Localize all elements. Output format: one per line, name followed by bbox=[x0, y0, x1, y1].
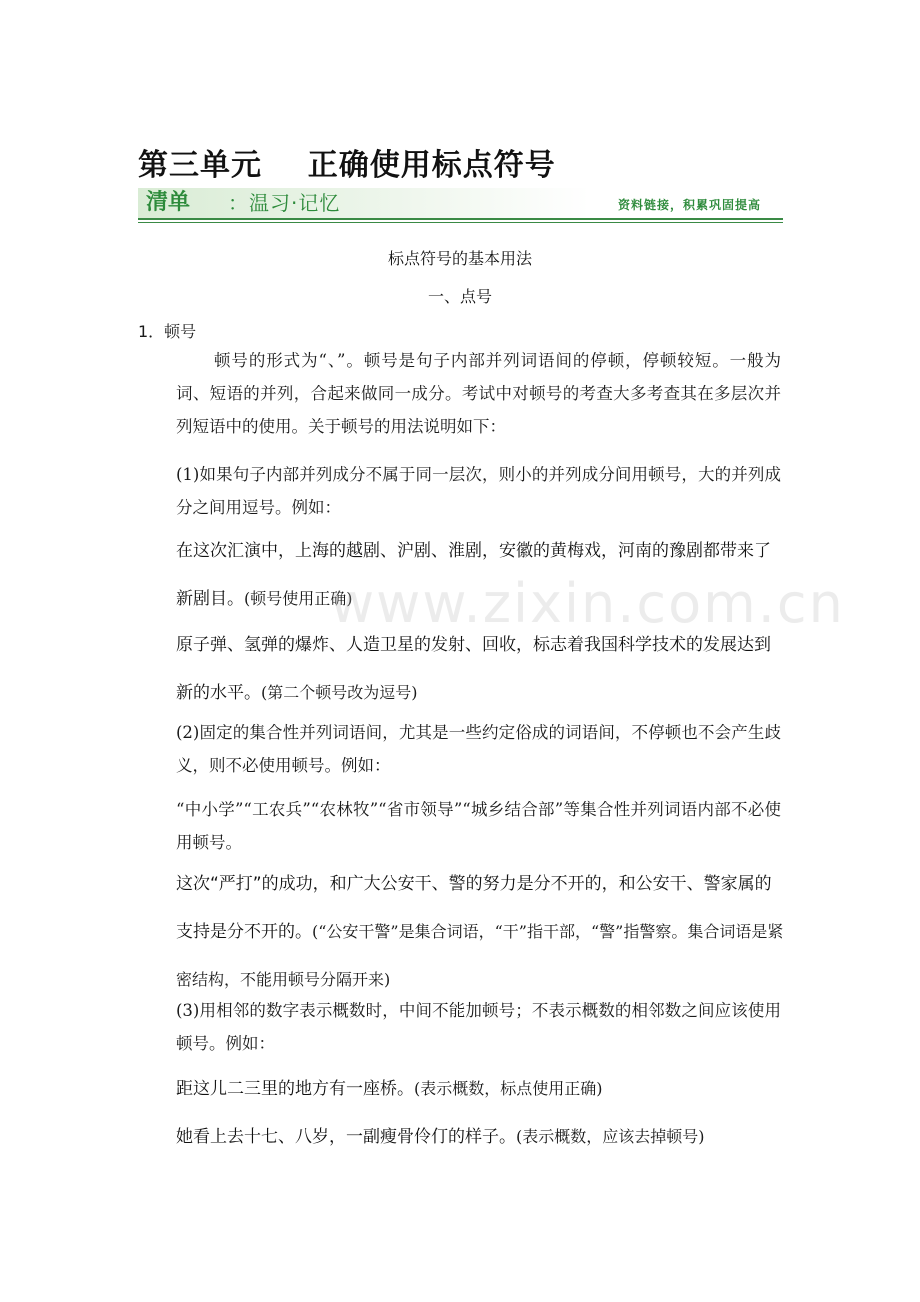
example-3 bbox=[176, 861, 786, 1004]
rule-3-paragraph: (3)用相邻的数字表示概数时，中间不能加顿号；不表示概数的相邻数之间应该使用顿号。例如： bbox=[176, 1001, 781, 1053]
example-2 bbox=[176, 622, 786, 717]
section-banner bbox=[138, 188, 783, 224]
watermark: www.zixin.com.cn bbox=[330, 572, 845, 635]
example-4-text: 距这儿二三里的地方有一座桥。 bbox=[176, 1079, 414, 1099]
banner-right-label: 资料链接，积累巩固提高 bbox=[617, 198, 761, 212]
rule-2-example: “中小学”“工农兵”“农林牧”“省市领导”“城乡结合部”等集合性并列词语内部不必使用顿号。 bbox=[176, 800, 781, 852]
example-4 bbox=[176, 1065, 786, 1113]
subsection-title: 一、点号 bbox=[427, 287, 492, 306]
example-1-text: 在这次汇演中，上海的越剧、沪剧、淮剧，安徽的黄梅戏，河南的豫剧都带来了新剧目。 bbox=[176, 541, 771, 609]
example-5-text: 她看上去十七、八岁，一副瘦骨伶仃的样子。 bbox=[176, 1127, 516, 1147]
rule-2-paragraph: (2)固定的集合性并列词语间，尤其是一些约定俗成的词语间，不停顿也不会产生歧义，则不必使用顿号。例如： bbox=[176, 723, 781, 775]
item-heading: 1．顿号 bbox=[138, 322, 197, 341]
banner-sub-label: ：温习·记忆 bbox=[228, 191, 341, 215]
example-2-note: (第二个顿号改为逗号) bbox=[261, 683, 418, 702]
intro-paragraph: 顿号的形式为“、”。顿号是句子内部并列词语间的停顿，停顿较短。一般为词、短语的并列，合起来做同一成分。考试中对顿号的考查大多考查其在多层次并列短语中的使用。关于顿号的用法说明如下： bbox=[176, 351, 781, 436]
example-5-note: (表示概数，应该去掉顿号) bbox=[516, 1127, 705, 1146]
example-4-note: (表示概数，标点使用正确) bbox=[414, 1079, 603, 1098]
section-title: 标点符号的基本用法 bbox=[387, 249, 532, 268]
example-3-note: (“公安干警”是集合词语，“干”指干部，“警”指警察。集合词语是紧密结构，不能用顿号分隔开来) bbox=[176, 922, 784, 989]
banner-divider-thin bbox=[138, 222, 783, 223]
banner-main-label: 清单 bbox=[146, 190, 191, 215]
rule-1-paragraph: (1)如果句子内部并列成分不属于同一层次，则小的并列成分间用顿号，大的并列成分之间用逗号。例如： bbox=[176, 465, 781, 517]
unit-title: 第三单元 正确使用标点符号 bbox=[138, 148, 556, 183]
example-3-text: 这次“严打”的成功，和广大公安干、警的努力是分不开的，和公安干、警家属的支持是分不开的。 bbox=[176, 874, 772, 942]
example-1-note: (顿号使用正确) bbox=[244, 589, 353, 608]
example-5 bbox=[176, 1113, 786, 1161]
example-2-text: 原子弹、氢弹的爆炸、人造卫星的发射、回收，标志着我国科学技术的发展达到新的水平。 bbox=[176, 635, 771, 703]
banner-divider bbox=[138, 218, 783, 220]
